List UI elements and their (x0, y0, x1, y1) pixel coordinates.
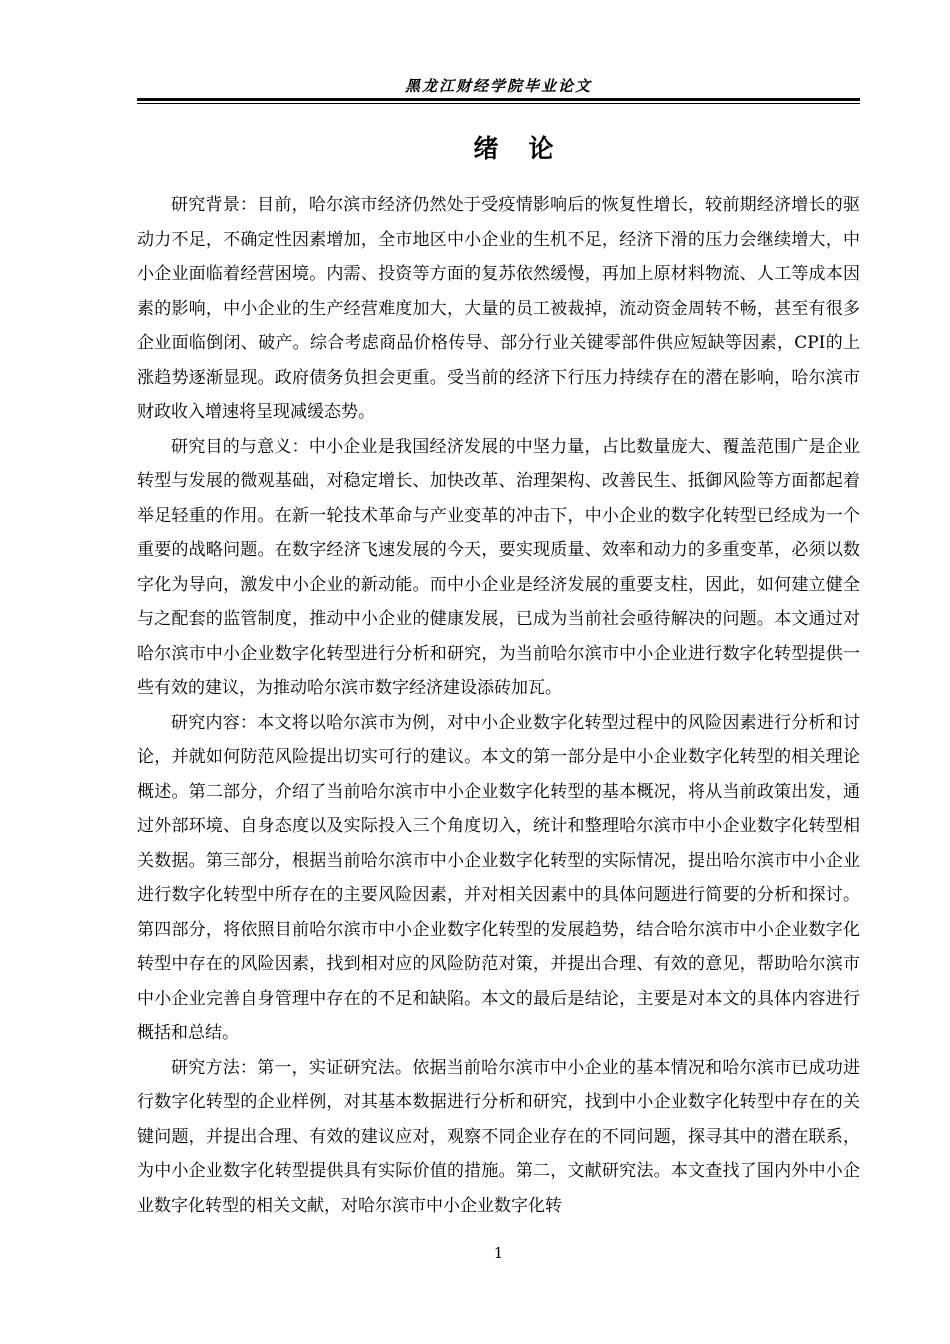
header-rule-thin (137, 103, 860, 104)
paragraph-background: 研究背景：目前，哈尔滨市经济仍然处于受疫情影响后的恢复性增长，较前期经济增长的驱动力不足，不确定性因素增加，全市地区中小企业的生机不足，经济下滑的压力会继续增大，中小企业面临着经营困境。内需、投资等方面的复苏依然缓慢，再加上原材料物流、人工等成本因素的影响，中小企业的生产经营难度加大，大量的员工被裁掉，流动资金周转不畅，甚至有很多企业面临倒闭、破产。综合考虑商品价格传导、部分行业关键零部件供应短缺等因素，CPI的上涨趋势逐渐显现。政府债务负担会更重。受当前的经济下行压力持续存在的潜在影响，哈尔滨市财政收入增速将呈现减缓态势。 (137, 195, 860, 422)
running-header: 黑龙江财经学院毕业论文 (404, 77, 592, 95)
body-text (137, 188, 860, 1223)
page-title: 绪论 (473, 134, 584, 163)
paragraph-purpose: 研究目的与意义：中小企业是我国经济发展的中坚力量，占比数量庞大、覆盖范围广是企业转型与发展的微观基础，对稳定增长、加快改革、治理架构、改善民生、抵御风险等方面都起着举足轻重的作用。在新一轮技术革命与产业变革的冲击下，中小企业的数字化转型已经成为一个重要的战略问题。在数字经济飞速发展的今天，要实现质量、效率和动力的多重变革，必须以数字化为导向，激发中小企业的新动能。而中小企业是经济发展的重要支柱，因此，如何建立健全与之配套的监管制度，推动中小企业的健康发展，已成为当前社会亟待解决的问题。本文通过对哈尔滨市中小企业数字化转型进行分析和研究，为当前哈尔滨市中小企业进行数字化转型提供一些有效的建议，为推动哈尔滨市数字经济建设添砖加瓦。 (137, 436, 860, 698)
page-number: 1 (493, 1244, 504, 1262)
paragraph-content: 研究内容：本文将以哈尔滨市为例，对中小企业数字化转型过程中的风险因素进行分析和讨论，并就如何防范风险提出切实可行的建议。本文的第一部分是中小企业数字化转型的相关理论概述。第二部分，介绍了当前哈尔滨市中小企业数字化转型的基本概况，将从当前政策出发，通过外部环境、自身态度以及实际投入三个角度切入，统计和整理哈尔滨市中小企业数字化转型相关数据。第三部分，根据当前哈尔滨市中小企业数字化转型的实际情况，提出哈尔滨市中小企业进行数字化转型中所存在的主要风险因素，并对相关因素中的具体问题进行简要的分析和探讨。第四部分，将依照目前哈尔滨市中小企业数字化转型的发展趋势，结合哈尔滨市中小企业数字化转型中存在的风险因素，找到相对应的风险防范对策，并提出合理、有效的意见，帮助哈尔滨市中小企业完善自身管理中存在的不足和缺陷。本文的最后是结论，主要是对本文的具体内容进行概括和总结。 (137, 712, 860, 1043)
paragraph-methods: 研究方法：第一，实证研究法。依据当前哈尔滨市中小企业的基本情况和哈尔滨市已成功进行数字化转型的企业样例，对其基本数据进行分析和研究，找到中小企业数字化转型中存在的关键问题，并提出合理、有效的建议应对，观察不同企业存在的不同问题，探寻其中的潜在联系，为中小企业数字化转型提供具有实际价值的措施。第二，文献研究法。本文查找了国内外中小企业数字化转型的相关文献，对哈尔滨市中小企业数字化转 (137, 1057, 860, 1216)
header-rule-thick (137, 98, 860, 101)
